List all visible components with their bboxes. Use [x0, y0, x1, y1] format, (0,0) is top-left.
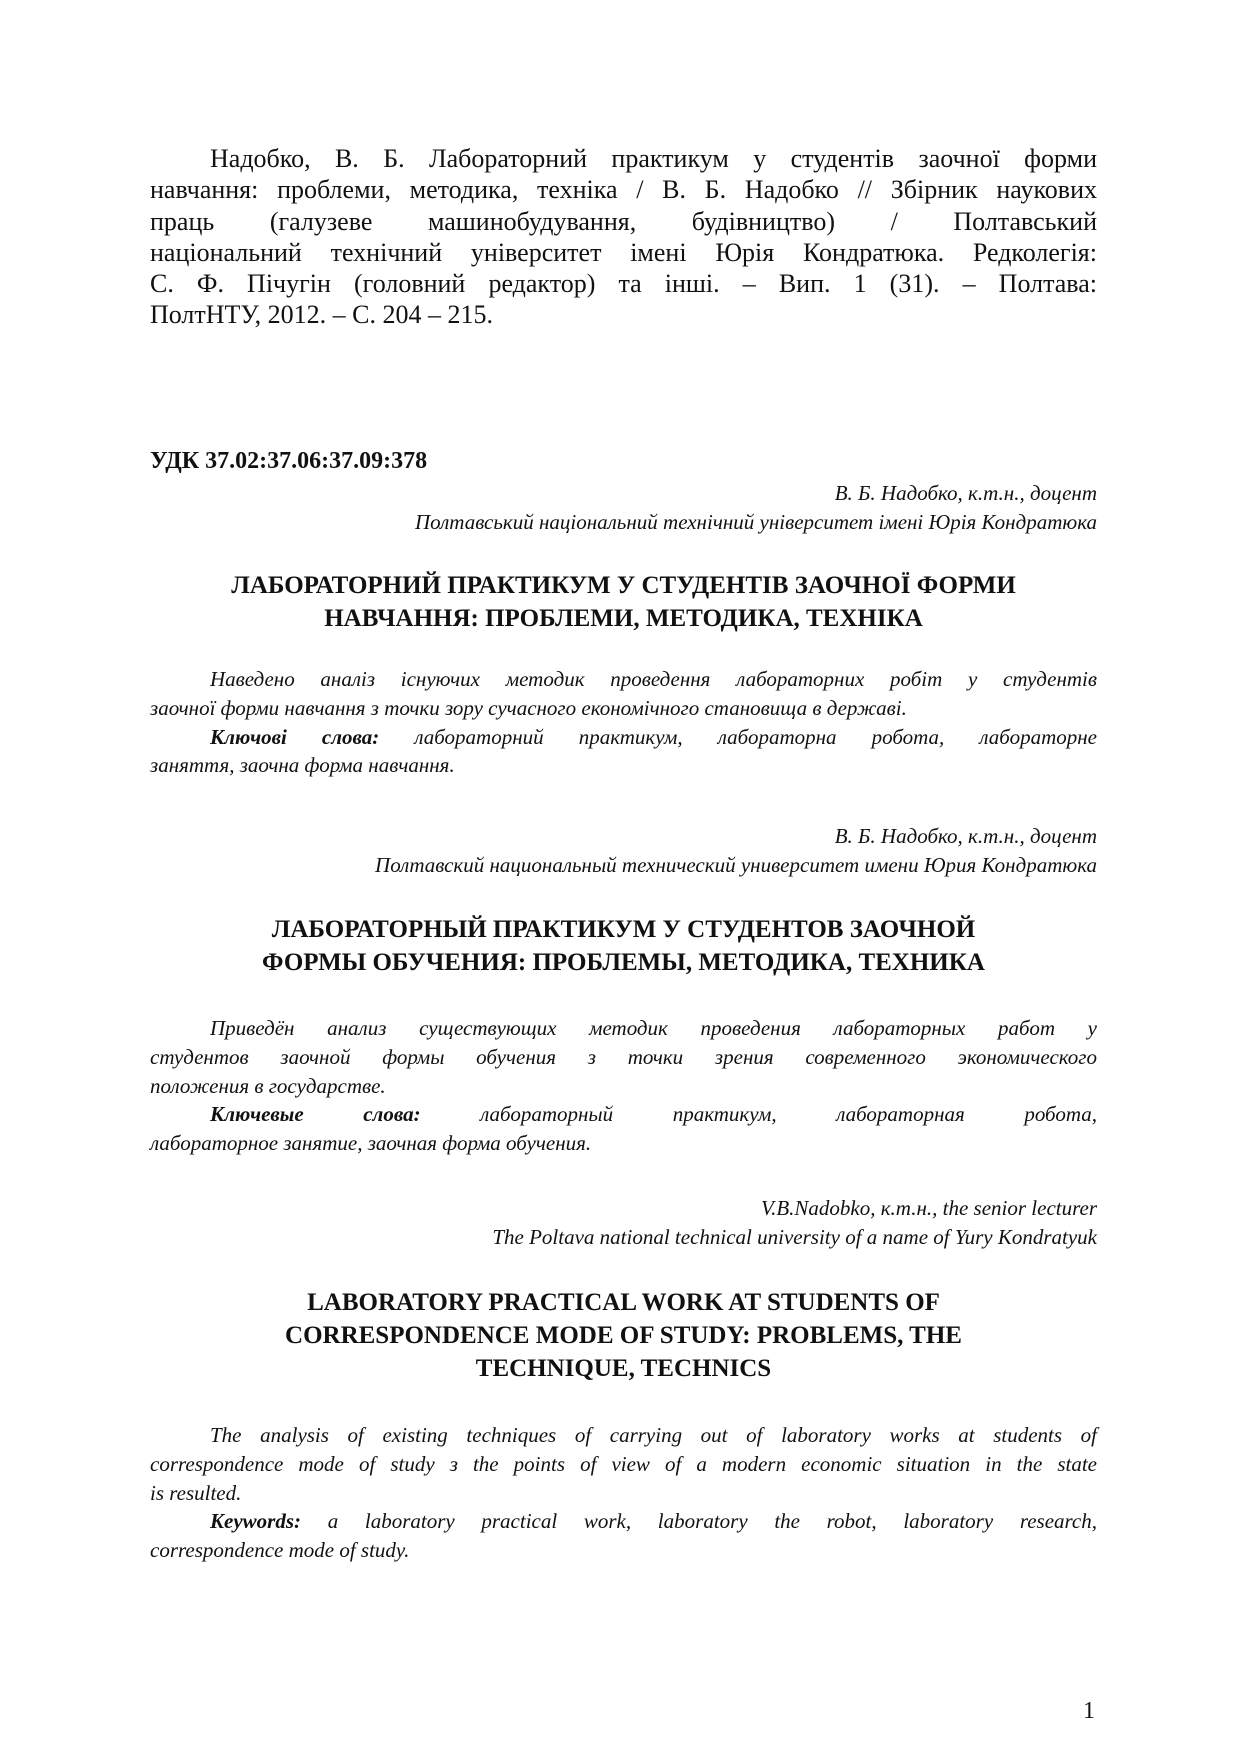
abstract-line: Наведено аналіз існуючих методик проведення лабораторних робіт у студентів: [210, 667, 1097, 691]
ua-title: [150, 569, 1097, 635]
ua-keywords: [150, 723, 1097, 752]
ru-author-block: [150, 822, 1097, 880]
keywords-label: Ключові слова:: [210, 724, 380, 749]
abstract-line: заочної форми навчання з точки зору сучасного економічного становища в державі.: [150, 695, 907, 720]
title-line: ЛАБОРАТОРНЫЙ ПРАКТИКУМ У СТУДЕНТОВ ЗАОЧНОЙ: [271, 916, 976, 943]
title-line: CORRESPONDENCE MODE OF STUDY: PROBLEMS, THE: [285, 1322, 962, 1349]
en-title: [150, 1286, 1097, 1385]
title-line: НАВЧАННЯ: ПРОБЛЕМИ, МЕТОДИКА, ТЕХНІКА: [324, 605, 923, 632]
en-abstract: [150, 1421, 1097, 1565]
citation-line: ПолтНТУ, 2012. – С. 204 – 215.: [150, 300, 493, 330]
ua-author-block: [150, 479, 1097, 537]
citation-line: національний технічний університет імені Юрія Кондратюка. Редколегія:: [150, 237, 1097, 267]
keywords-text: correspondence mode of study.: [150, 1538, 410, 1563]
citation-paragraph: [150, 143, 1097, 331]
abstract-line: Приведён анализ существующих методик проведения лабораторных работ у: [210, 1016, 1097, 1040]
abstract-line: студентов заочной формы обучения з точки зрения современного экономического: [150, 1044, 1097, 1069]
keywords-text: лабораторный практикум, лабораторная робота,: [480, 1102, 1098, 1127]
abstract-line: The analysis of existing techniques of carrying out of laboratory works at students of: [210, 1423, 1097, 1447]
title-line: ЛАБОРАТОРНИЙ ПРАКТИКУМ У СТУДЕНТІВ ЗАОЧНОЇ ФОРМИ: [231, 572, 1016, 599]
keywords-text: a laboratory practical work, laboratory the robot, laboratory research,: [327, 1509, 1098, 1534]
keywords-text: лабораторний практикум, лабораторна робота, лабораторне: [414, 724, 1097, 749]
ua-abstract: [150, 665, 1097, 780]
en-keywords: [150, 1507, 1097, 1536]
ua-affiliation: Полтавський національний технічний університет імені Юрія Кондратюка: [414, 509, 1097, 534]
ru-title: [150, 913, 1097, 979]
ru-abstract: [150, 1014, 1097, 1158]
en-author: V.B.Nadobko, к.т.н., the senior lecturer: [760, 1196, 1097, 1220]
page-number: 1: [1083, 1698, 1095, 1724]
citation-line: С. Ф. Пічугін (головний редактор) та інші. – Вип. 1 (31). – Полтава:: [150, 269, 1097, 299]
ru-keywords: [150, 1100, 1097, 1129]
title-line: TECHNIQUE, TECHNICS: [475, 1355, 772, 1382]
en-author-block: [150, 1194, 1097, 1252]
udk-code: УДК 37.02:37.06:37.09:378: [150, 448, 428, 474]
ru-author: В. Б. Надобко, к.т.н., доцент: [834, 824, 1097, 848]
keywords-label: Ключевые слова:: [210, 1102, 421, 1127]
abstract-line: положения в государстве.: [150, 1073, 386, 1098]
keywords-label: Keywords:: [210, 1509, 301, 1534]
citation-line: навчання: проблеми, методика, техніка / В. Б. Надобко // Збірник наукових: [150, 175, 1097, 205]
keywords-text: лабораторное занятие, заочная форма обучения.: [150, 1131, 592, 1156]
citation-line: праць (галузеве машинобудування, будівництво) / Полтавський: [150, 206, 1097, 236]
title-line: ФОРМЫ ОБУЧЕНИЯ: ПРОБЛЕМЫ, МЕТОДИКА, ТЕХНИКА: [262, 949, 985, 976]
ru-affiliation: Полтавский национальный технический университет имени Юрия Кондратюка: [375, 852, 1097, 877]
citation-line: Надобко, В. Б. Лабораторний практикум у студентів заочної форми: [210, 144, 1097, 173]
abstract-line: correspondence mode of study з the points of view of a modern economic situation in the state: [150, 1451, 1097, 1476]
keywords-text: заняття, заочна форма навчання.: [150, 753, 455, 778]
en-affiliation: The Poltava national technical university of a name of Yury Kondratyuk: [492, 1224, 1097, 1249]
abstract-line: is resulted.: [150, 1480, 242, 1505]
ua-author: В. Б. Надобко, к.т.н., доцент: [834, 481, 1097, 505]
title-line: LABORATORY PRACTICAL WORK AT STUDENTS OF: [307, 1289, 940, 1316]
